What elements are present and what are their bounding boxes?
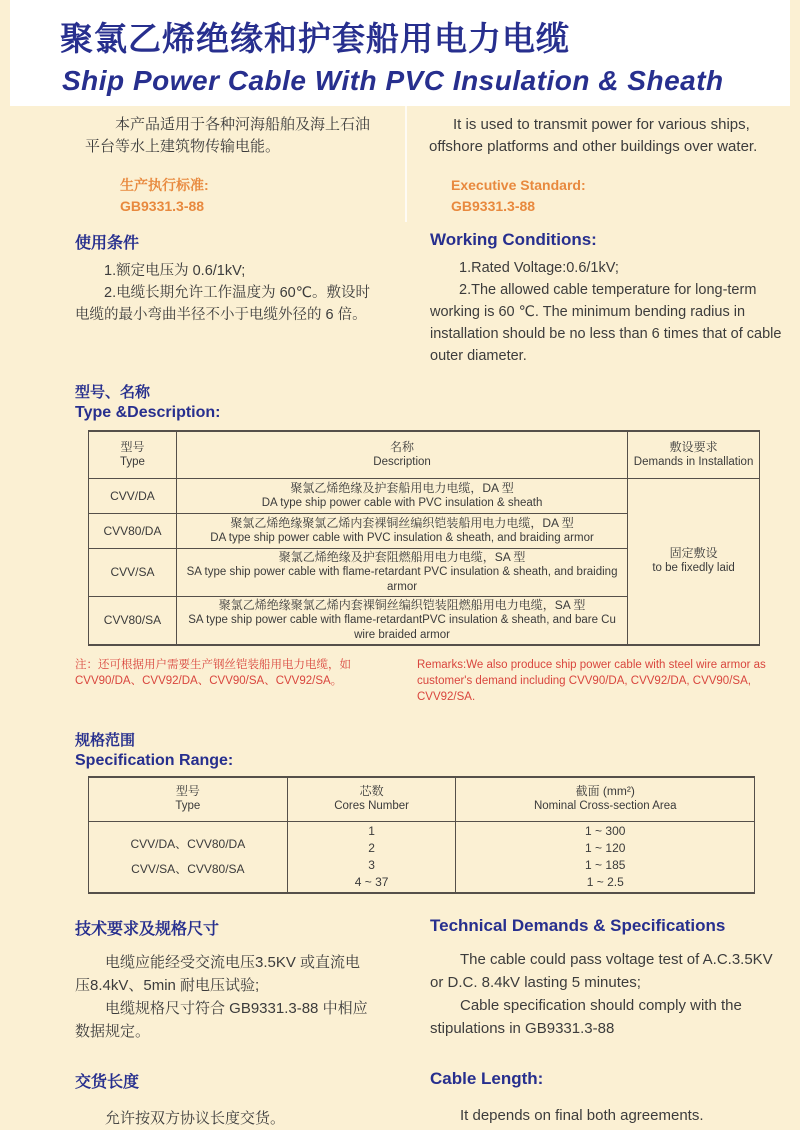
header-demand-zh: 敷设要求	[669, 439, 718, 454]
page-title-zh: 聚氯乙烯绝缘和护套船用电力电缆	[60, 19, 570, 58]
type-table-header-type	[89, 431, 177, 478]
tech-zh-column	[0, 916, 405, 1043]
tech-heading-en: Technical Demands & Specifications	[430, 916, 726, 935]
length-en-text: It depends on final both agreements.	[460, 1107, 704, 1124]
spec-header-type-zh: 型号	[175, 784, 200, 799]
conditions-en-body	[430, 257, 788, 367]
spec-section-value: 1 ~ 120	[585, 841, 626, 855]
description-en: DA type ship power cable with PVC insulation & sheath	[261, 496, 543, 509]
conditions-zh-column	[0, 230, 405, 367]
spec-cores-value: 3	[368, 858, 375, 872]
spec-heading-en: Specification Range:	[75, 751, 234, 769]
tech-en-column	[405, 916, 800, 1043]
header-type-zh: 型号	[120, 439, 145, 454]
spec-header-type-en: Type	[175, 800, 201, 813]
spec-type-line: CVV/DA、CVV80/DA	[130, 837, 246, 851]
spec-header-section-zh: 截面 (mm²)	[575, 784, 635, 799]
tech-zh-p2: 电缆规格尺寸符合 GB9331.3-88 中相应数据规定。	[75, 1000, 368, 1040]
description-cell	[176, 513, 627, 548]
header-desc-en: Description	[373, 455, 431, 468]
spec-header-section-en: Nominal Cross-section Area	[533, 800, 677, 813]
spec-header-type	[89, 777, 288, 822]
type-heading-zh: 型号、名称	[75, 384, 151, 401]
note-en	[405, 657, 800, 705]
spec-section-value: 1 ~ 2.5	[586, 875, 624, 889]
tech-en-p2: Cable specification should comply with the stipulations in GB9331.3-88	[430, 997, 742, 1037]
spec-cores-value: 4 ~ 37	[354, 875, 389, 889]
description-zh: 聚氯乙烯绝缘及护套船用电力电缆，DA 型	[290, 480, 514, 495]
conditions-zh-item1: 1.额定电压为 0.6/1kV;	[104, 263, 246, 279]
conditions-zh-body	[75, 260, 375, 326]
executive-standard-zh-value: GB9331.3-88	[120, 198, 205, 214]
executive-standard-en	[451, 175, 786, 217]
executive-standard-zh-label: 生产执行标准:	[120, 177, 209, 193]
type-table-row	[89, 478, 760, 513]
page-title-en: Ship Power Cable With PVC Insulation & Sheath	[62, 65, 724, 96]
type-table-header-description	[176, 431, 627, 478]
intro-zh-column	[0, 106, 405, 222]
description-zh: 聚氯乙烯绝缘聚氯乙烯内套裸铜丝编织铠装船用电力电缆，DA 型	[230, 515, 574, 530]
spec-sections-cell	[456, 822, 755, 894]
type-cell: CVV/SA	[89, 548, 177, 596]
description-en: SA type ship power cable with flame-retardant PVC insulation & sheath, and braiding armor	[186, 565, 618, 593]
conditions-en-item1: 1.Rated Voltage:0.6/1kV;	[459, 260, 619, 276]
description-en: DA type ship power cable with PVC insulation & sheath, and braiding armor	[210, 531, 594, 544]
length-zh-text: 允许按双方协议长度交货。	[105, 1110, 286, 1127]
demand-cell	[628, 478, 760, 645]
spec-cores-cell	[287, 822, 456, 894]
length-en-body	[430, 1105, 788, 1127]
spec-header-cores	[287, 777, 456, 822]
tech-zh-body	[75, 951, 375, 1043]
specification-headings	[0, 729, 800, 770]
conditions-en-item2: 2.The allowed cable temperature for long-term working is 60 ℃. The minimum bending radius in installation should be no less than 6 times that of cable outer diameter.	[430, 282, 782, 364]
tech-en-body	[430, 948, 788, 1040]
conditions-en-heading: Working Conditions:	[430, 230, 597, 249]
type-description-section	[0, 381, 800, 705]
type-description-headings	[0, 381, 800, 422]
spec-cores-value: 2	[368, 841, 375, 855]
type-table-header-demand	[628, 431, 760, 478]
note-zh-text: 注：还可根据用户需要生产钢丝铠装船用电力电缆，如 CVV90/DA、CVV92/DA、CVV90/SA、CVV92/SA。	[75, 658, 351, 687]
spec-table-row	[89, 822, 755, 894]
intro-en-text: It is used to transmit power for various ships, offshore platforms and other buildings over water.	[429, 116, 758, 155]
tech-heading-zh: 技术要求及规格尺寸	[75, 921, 220, 938]
length-zh-column	[0, 1069, 405, 1130]
spec-section-value: 1 ~ 300	[585, 824, 626, 838]
spec-table-header	[89, 777, 755, 822]
length-en-column	[405, 1069, 800, 1130]
title-band	[10, 0, 790, 106]
description-cell	[176, 548, 627, 596]
description-zh: 聚氯乙烯绝缘聚氯乙烯内套裸铜丝编织铠装阻燃船用电力电缆，SA 型	[218, 597, 586, 612]
length-heading-en: Cable Length:	[430, 1069, 544, 1088]
header-desc-zh: 名称	[390, 439, 415, 454]
spec-header-cores-zh: 芯数	[359, 784, 384, 799]
specification-table	[88, 776, 755, 895]
tech-en-p1: The cable could pass voltage test of A.C.3.5KV or D.C. 8.4kV lasting 5 minutes;	[430, 951, 773, 991]
conditions-en-column	[405, 230, 800, 367]
executive-standard-zh	[120, 175, 377, 217]
intro-en-column	[405, 106, 800, 222]
spec-type-line: CVV/SA、CVV80/SA	[131, 862, 245, 876]
description-cell	[176, 596, 627, 645]
header-demand-en: Demands in Installation	[633, 455, 754, 468]
spec-heading-zh: 规格范围	[75, 731, 136, 749]
note-en-text: Remarks:We also produce ship power cable with steel wire armor as customer's demand including CVV90/DA, CVV92/DA, CVV90/SA, CVV92/SA.	[417, 658, 766, 703]
spec-types-cell	[89, 822, 288, 894]
description-cell	[176, 478, 627, 513]
type-heading-en: Type &Description:	[75, 404, 221, 421]
spec-cores-value: 1	[368, 824, 375, 838]
spec-header-section	[456, 777, 755, 822]
spec-section-value: 1 ~ 185	[585, 858, 626, 872]
conditions-zh-item2: 2.电缆长期允许工作温度为 60℃。敷设时电缆的最小弯曲半径不小于电缆外径的 6 倍。	[75, 285, 371, 323]
conditions-zh-heading: 使用条件	[75, 235, 140, 252]
cable-length-section	[0, 1069, 800, 1130]
type-cell: CVV/DA	[89, 478, 177, 513]
type-table-header	[89, 431, 760, 478]
type-cell: CVV80/SA	[89, 596, 177, 645]
description-en: SA type ship power cable with flame-retardantPVC insulation & sheath, and bare Cu wire braided armor	[188, 613, 616, 641]
spec-header-cores-en: Cores Number	[334, 800, 409, 813]
specification-range-section	[0, 729, 800, 895]
technical-demands-section	[0, 916, 800, 1043]
type-description-table	[88, 430, 760, 646]
note-row	[0, 657, 800, 705]
demand-en: to be fixedly laid	[652, 562, 735, 574]
type-cell: CVV80/DA	[89, 513, 177, 548]
length-heading-zh: 交货长度	[75, 1074, 140, 1091]
intro-section	[0, 106, 800, 222]
description-zh: 聚氯乙烯绝缘及护套阻燃船用电力电缆，SA 型	[278, 549, 526, 564]
executive-standard-en-label: Executive Standard:	[451, 177, 586, 193]
tech-zh-p1: 电缆应能经受交流电压3.5KV 或直流电压8.4kV、5min 耐电压试验;	[75, 954, 361, 994]
length-zh-body	[75, 1108, 375, 1130]
note-zh	[0, 657, 405, 705]
working-conditions-section	[0, 230, 800, 367]
intro-zh-text: 本产品适用于各种河海船舶及海上石油平台等水上建筑物传输电能。	[85, 116, 371, 155]
executive-standard-en-value: GB9331.3-88	[451, 198, 536, 214]
demand-zh: 固定敷设	[669, 546, 718, 560]
header-type-en: Type	[120, 455, 145, 468]
